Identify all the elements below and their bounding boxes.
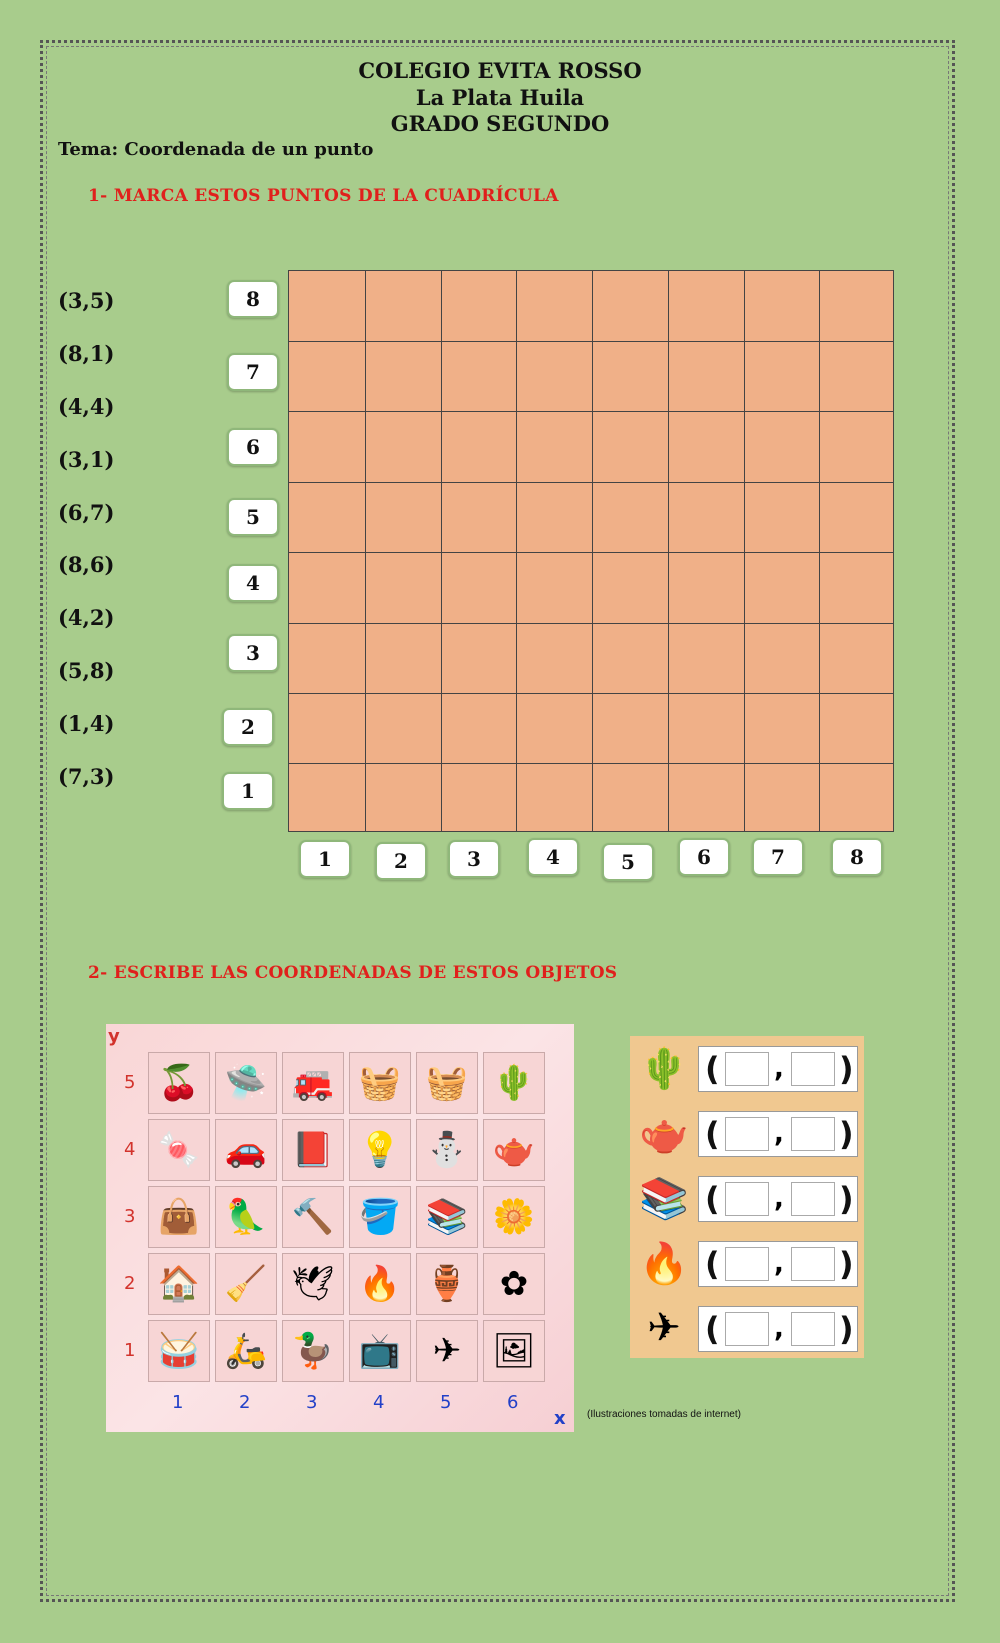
parrot-icon: 🦜 xyxy=(215,1186,277,1248)
picture-frame-icon: 🖼 xyxy=(483,1320,545,1382)
answer-row xyxy=(630,1231,864,1295)
exercise1-instruction: 1- MARCA ESTOS PUNTOS DE LA CUADRÍCULA xyxy=(88,186,559,206)
x-coordinate-input[interactable] xyxy=(725,1117,769,1151)
topic-line: Tema: Coordenada de un punto xyxy=(58,139,374,160)
x-label: 3 xyxy=(448,840,500,878)
answer-row xyxy=(630,1296,864,1360)
point-item: (1,4) xyxy=(58,711,115,736)
coordinate-answer-box xyxy=(698,1306,858,1352)
point-item: (4,4) xyxy=(58,394,115,419)
x-label: 1 xyxy=(299,840,351,878)
x-coordinate-input[interactable] xyxy=(725,1052,769,1086)
y-coordinate-input[interactable] xyxy=(791,1247,835,1281)
stork-icon: 🕊 xyxy=(282,1253,344,1315)
flower-icon: 🌼 xyxy=(483,1186,545,1248)
y-label: 5 xyxy=(227,498,279,536)
grid-line xyxy=(289,482,893,483)
grid-line xyxy=(289,693,893,694)
object-y-label: 4 xyxy=(124,1139,136,1160)
cherries-icon: 🍒 xyxy=(148,1052,210,1114)
point-item: (3,1) xyxy=(58,447,115,472)
object-x-label: 3 xyxy=(306,1392,318,1413)
coordinate-answer-box xyxy=(698,1241,858,1287)
close-paren: ) xyxy=(839,1050,854,1088)
grade-title: GRADO SEGUNDO xyxy=(390,111,610,136)
answer-panel xyxy=(630,1036,864,1358)
red-car-icon: 🚗 xyxy=(215,1119,277,1181)
vase-icon: 🏺 xyxy=(416,1253,478,1315)
close-paren: ) xyxy=(839,1245,854,1283)
open-paren: ( xyxy=(705,1245,720,1283)
witch-icon: 🧹 xyxy=(215,1253,277,1315)
point-item: (6,7) xyxy=(58,500,115,525)
x-label: 4 xyxy=(527,838,579,876)
answer-row xyxy=(630,1101,864,1165)
point-item: (8,6) xyxy=(58,552,115,577)
grid-line xyxy=(289,623,893,624)
x-label: 6 xyxy=(678,838,730,876)
y-label: 3 xyxy=(227,634,279,672)
close-paren: ) xyxy=(839,1310,854,1348)
y-label: 2 xyxy=(222,708,274,746)
tv-icon: 📺 xyxy=(349,1320,411,1382)
coordinate-answer-box xyxy=(698,1111,858,1157)
coordinate-answer-box xyxy=(698,1046,858,1092)
x-label: 5 xyxy=(602,843,654,881)
cactus-icon: 🌵 xyxy=(639,1045,689,1092)
drum-icon: 🥁 xyxy=(148,1320,210,1382)
grid-line xyxy=(668,271,669,831)
grid-line xyxy=(289,763,893,764)
object-x-label: 2 xyxy=(239,1392,251,1413)
x-label: 7 xyxy=(752,838,804,876)
house-icon: 🏠 xyxy=(148,1253,210,1315)
grid-line xyxy=(289,411,893,412)
bag-icon: 👜 xyxy=(148,1186,210,1248)
y-label: 8 xyxy=(227,280,279,318)
y-coordinate-input[interactable] xyxy=(791,1117,835,1151)
hammer-icon: 🔨 xyxy=(282,1186,344,1248)
comma: , xyxy=(774,1054,784,1084)
object-x-label: 6 xyxy=(507,1392,519,1413)
object-y-label: 5 xyxy=(124,1072,136,1093)
comma: , xyxy=(774,1184,784,1214)
cactus-icon: 🌵 xyxy=(483,1052,545,1114)
open-paren: ( xyxy=(705,1115,720,1153)
school-name: COLEGIO EVITA ROSSO xyxy=(358,58,642,83)
snowman-icon: ⛄ xyxy=(416,1119,478,1181)
open-paren: ( xyxy=(705,1050,720,1088)
x-coordinate-input[interactable] xyxy=(725,1312,769,1346)
answer-row xyxy=(630,1036,864,1100)
exercise2-instruction: 2- ESCRIBE LAS COORDENADAS DE ESTOS OBJETOS xyxy=(88,963,618,983)
y-label: 4 xyxy=(227,564,279,602)
ufo-icon: 🛸 xyxy=(215,1052,277,1114)
object-y-label: 2 xyxy=(124,1273,136,1294)
objects-grid xyxy=(106,1024,574,1432)
red-box-icon: 📕 xyxy=(282,1119,344,1181)
grid-line xyxy=(441,271,442,831)
point-item: (7,3) xyxy=(58,764,115,789)
comma: , xyxy=(774,1249,784,1279)
open-paren: ( xyxy=(705,1180,720,1218)
comma: , xyxy=(774,1119,784,1149)
fire-icon: 🔥 xyxy=(349,1253,411,1315)
point-item: (4,2) xyxy=(58,605,115,630)
object-x-label: 4 xyxy=(373,1392,385,1413)
x-axis-title: x xyxy=(554,1408,566,1429)
candy-jar-icon: 🍬 xyxy=(148,1119,210,1181)
x-coordinate-input[interactable] xyxy=(725,1247,769,1281)
coordinate-answer-box xyxy=(698,1176,858,1222)
teapot-icon: 🫖 xyxy=(483,1119,545,1181)
scooter-icon: 🛵 xyxy=(215,1320,277,1382)
book-icon: 📚 xyxy=(639,1175,689,1222)
point-item: (3,5) xyxy=(58,288,115,313)
y-coordinate-input[interactable] xyxy=(791,1182,835,1216)
basket-icon: 🧺 xyxy=(416,1052,478,1114)
y-coordinate-input[interactable] xyxy=(791,1052,835,1086)
answer-row xyxy=(630,1166,864,1230)
point-item: (8,1) xyxy=(58,341,115,366)
toy-car-icon: 🚒 xyxy=(282,1052,344,1114)
grid-line xyxy=(365,271,366,831)
x-coordinate-input[interactable] xyxy=(725,1182,769,1216)
object-x-label: 1 xyxy=(172,1392,184,1413)
y-coordinate-input[interactable] xyxy=(791,1312,835,1346)
book-icon: 📚 xyxy=(416,1186,478,1248)
fire-icon: 🔥 xyxy=(639,1240,689,1287)
illustration-credit: (Ilustraciones tomadas de internet) xyxy=(587,1409,741,1420)
washing-machine-icon: 🧺 xyxy=(349,1052,411,1114)
x-label: 2 xyxy=(375,842,427,880)
close-paren: ) xyxy=(839,1180,854,1218)
grid-line xyxy=(819,271,820,831)
coordinate-grid[interactable] xyxy=(288,270,894,832)
bucket-icon: 🪣 xyxy=(349,1186,411,1248)
y-label: 1 xyxy=(222,772,274,810)
grid-line xyxy=(516,271,517,831)
airplane-icon: ✈ xyxy=(416,1320,478,1382)
object-x-label: 5 xyxy=(440,1392,452,1413)
airplane-icon: ✈ xyxy=(647,1305,681,1351)
y-axis-title: y xyxy=(108,1026,120,1047)
x-label: 8 xyxy=(831,838,883,876)
point-item: (5,8) xyxy=(58,658,115,683)
object-y-label: 3 xyxy=(124,1206,136,1227)
grid-line xyxy=(289,552,893,553)
close-paren: ) xyxy=(839,1115,854,1153)
y-label: 6 xyxy=(227,428,279,466)
grid-line xyxy=(289,341,893,342)
comma: , xyxy=(774,1314,784,1344)
object-y-label: 1 xyxy=(124,1340,136,1361)
open-paren: ( xyxy=(705,1310,720,1348)
y-label: 7 xyxy=(227,353,279,391)
star-flower-icon: ✿ xyxy=(483,1253,545,1315)
lamp-icon: 💡 xyxy=(349,1119,411,1181)
city-name: La Plata Huila xyxy=(415,85,585,110)
teapot-icon: 🫖 xyxy=(639,1110,689,1157)
duck-icon: 🦆 xyxy=(282,1320,344,1382)
grid-line xyxy=(592,271,593,831)
grid-line xyxy=(744,271,745,831)
